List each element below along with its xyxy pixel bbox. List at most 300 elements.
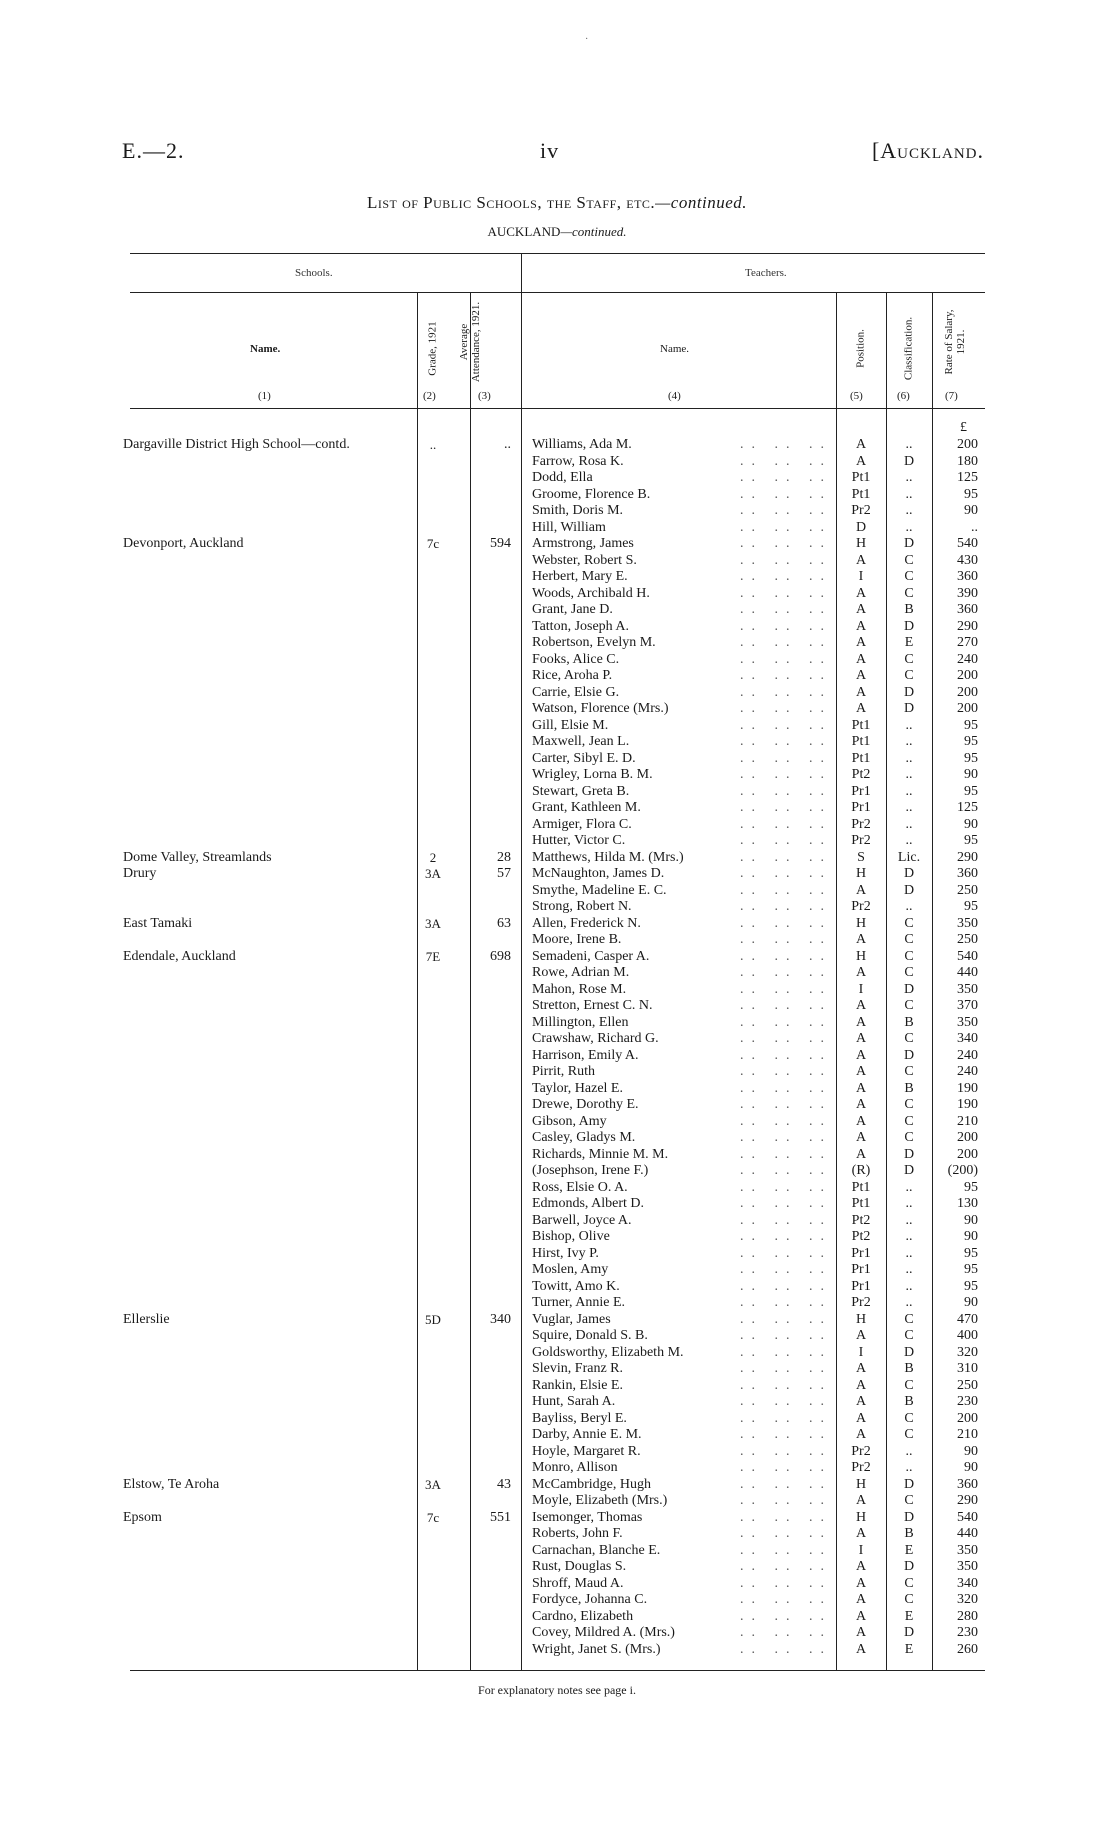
- salary-cell: 360: [957, 866, 978, 881]
- position-cell: D: [855, 519, 867, 535]
- position-cell: A: [855, 932, 867, 947]
- table-row: [0, 635, 1114, 652]
- position-cell: A: [855, 1097, 867, 1112]
- teacher-name: Mahon, Rose M.: [532, 981, 627, 997]
- position-cell: Pt1: [851, 717, 871, 733]
- position-cell: A: [855, 1113, 867, 1129]
- table-row: [0, 800, 1114, 817]
- leader-dots: .. .. ..: [740, 1245, 832, 1261]
- leader-dots: .. .. ..: [740, 1526, 832, 1541]
- classification-cell: ..: [905, 1460, 913, 1475]
- position-cell: H: [855, 1509, 867, 1525]
- leader-dots: .. .. ..: [740, 651, 832, 667]
- leader-dots: .. .. ..: [740, 998, 832, 1013]
- classification-cell: D: [903, 1146, 915, 1162]
- salary-cell: 190: [957, 1097, 978, 1112]
- table-row: [0, 1361, 1114, 1378]
- school-name-header: Name.: [250, 343, 281, 355]
- salary-cell: 360: [957, 1476, 978, 1492]
- leader-dots: .. .. ..: [740, 1377, 832, 1393]
- table-row: [0, 982, 1114, 999]
- table-row: [0, 701, 1114, 718]
- document-reference: E.—2.: [122, 138, 185, 163]
- salary-cell: 90: [964, 503, 978, 518]
- leader-dots: .. .. ..: [740, 585, 832, 601]
- position-cell: H: [855, 1476, 867, 1492]
- classification-cell: ..: [905, 734, 913, 749]
- position-cell: I: [858, 1344, 864, 1360]
- leader-dots: .. .. ..: [740, 899, 832, 914]
- classification-cell: ..: [905, 437, 913, 452]
- leader-dots: .. .. ..: [740, 1592, 832, 1607]
- school-name: Edendale, Auckland: [123, 948, 236, 964]
- attendance-cell: 28: [497, 849, 511, 865]
- leader-dots: .. .. ..: [740, 1427, 832, 1442]
- leader-dots: .. .. ..: [740, 1130, 832, 1145]
- teacher-name: Rice, Aroha P.: [532, 668, 613, 683]
- school-name: Dargaville District High School—contd.: [123, 437, 350, 452]
- position-cell: A: [855, 1064, 867, 1079]
- salary-cell: 540: [957, 536, 978, 551]
- table-row: [0, 536, 1114, 553]
- footnote: For explanatory notes see page i.: [478, 1683, 636, 1697]
- salary-cell: 280: [957, 1608, 978, 1624]
- salary-cell: 320: [957, 1592, 978, 1607]
- school-name: East Tamaki: [123, 915, 193, 931]
- table-row: [0, 767, 1114, 784]
- table-row: [0, 1180, 1114, 1197]
- position-cell: S: [857, 849, 865, 865]
- classification-cell: B: [904, 1394, 914, 1409]
- leader-dots: .. .. ..: [740, 684, 832, 700]
- classification-cell: ..: [905, 800, 913, 815]
- teacher-name: (Josephson, Irene F.): [532, 1163, 649, 1178]
- leader-dots: .. .. ..: [740, 1509, 832, 1525]
- classification-cell: C: [904, 569, 914, 584]
- leader-dots: .. .. ..: [740, 635, 832, 650]
- classification-cell: ..: [905, 1262, 913, 1277]
- position-cell: H: [855, 1311, 867, 1327]
- table-row: [0, 916, 1114, 933]
- leader-dots: .. .. ..: [740, 1295, 832, 1310]
- salary-cell: 90: [964, 1295, 978, 1310]
- table-row: [0, 652, 1114, 669]
- leader-dots: .. .. ..: [740, 1575, 832, 1591]
- classification-cell: ..: [905, 899, 913, 914]
- attendance-cell: ..: [504, 437, 511, 452]
- leader-dots: .. .. ..: [740, 519, 832, 535]
- leader-dots: .. .. ..: [740, 1097, 832, 1112]
- salary-cell: 95: [964, 1278, 978, 1294]
- list-title: [0, 193, 1114, 213]
- classification-cell: ..: [905, 1278, 913, 1294]
- salary-cell: 200: [957, 1410, 978, 1426]
- teacher-name: Shroff, Maud A.: [532, 1575, 624, 1591]
- salary-header: Rate of Salary, 1921.: [943, 309, 967, 375]
- table-row: [0, 1592, 1114, 1609]
- grade-cell: 5D: [425, 1311, 441, 1327]
- classification-cell: E: [904, 635, 914, 650]
- salary-cell: 95: [964, 717, 978, 733]
- leader-dots: .. .. ..: [740, 1344, 832, 1360]
- school-name: Elstow, Te Aroha: [123, 1476, 220, 1492]
- leader-dots: .. .. ..: [740, 1625, 832, 1640]
- leader-dots: .. .. ..: [740, 800, 832, 815]
- leader-dots: .. .. ..: [740, 1278, 832, 1294]
- table-row: [0, 586, 1114, 603]
- leader-dots: .. .. ..: [740, 1080, 832, 1096]
- table-row: [0, 1163, 1114, 1180]
- table-row: [0, 1625, 1114, 1642]
- table-row: [0, 1114, 1114, 1131]
- salary-cell: 95: [964, 486, 978, 502]
- position-cell: Pt1: [851, 486, 871, 502]
- classification-cell: D: [903, 536, 915, 551]
- position-cell: Pr2: [851, 1460, 871, 1475]
- teacher-name: Grant, Kathleen M.: [532, 800, 641, 815]
- teacher-name: Monro, Allison: [532, 1460, 618, 1475]
- position-cell: H: [855, 915, 867, 931]
- column-number-2: (2): [423, 390, 436, 402]
- teacher-name: Gibson, Amy: [532, 1113, 607, 1129]
- table-row: [0, 899, 1114, 916]
- table-row: [0, 1048, 1114, 1065]
- classification-cell: D: [903, 1047, 915, 1063]
- salary-cell: 440: [957, 965, 978, 980]
- region-title-text: AUCKLAND: [487, 224, 561, 239]
- classification-cell: D: [903, 1344, 915, 1360]
- attendance-cell: 63: [497, 915, 511, 931]
- classification-cell: C: [904, 1064, 914, 1079]
- classification-cell: B: [904, 602, 914, 617]
- teacher-name: Woods, Archibald H.: [532, 585, 650, 601]
- salary-cell: 360: [957, 569, 978, 584]
- position-cell: A: [855, 585, 867, 601]
- table-row: [0, 751, 1114, 768]
- salary-cell: 270: [957, 635, 978, 650]
- table-row: [0, 1378, 1114, 1395]
- attendance-cell: 340: [490, 1311, 511, 1327]
- position-cell: A: [855, 701, 867, 716]
- classification-cell: C: [904, 1031, 914, 1046]
- attendance-cell: 57: [497, 866, 511, 881]
- position-cell: A: [855, 1592, 867, 1607]
- salary-cell: 440: [957, 1526, 978, 1541]
- teacher-name: Moore, Irene B.: [532, 932, 622, 947]
- table-row: [0, 1510, 1114, 1527]
- classification-cell: D: [903, 1509, 915, 1525]
- table-row: [0, 569, 1114, 586]
- classification-cell: ..: [905, 717, 913, 733]
- classification-cell: ..: [905, 1443, 913, 1459]
- leader-dots: .. .. ..: [740, 816, 832, 832]
- table-row: [0, 965, 1114, 982]
- classification-cell: D: [903, 882, 915, 898]
- position-cell: A: [855, 552, 867, 568]
- classification-cell: D: [903, 618, 915, 634]
- salary-cell: 540: [957, 1509, 978, 1525]
- leader-dots: .. .. ..: [740, 1443, 832, 1459]
- table-row: [0, 520, 1114, 537]
- teacher-name: Drewe, Dorothy E.: [532, 1097, 639, 1112]
- leader-dots: .. .. ..: [740, 453, 832, 469]
- position-cell: A: [855, 1526, 867, 1541]
- salary-cell: 210: [957, 1113, 978, 1129]
- table-row: [0, 998, 1114, 1015]
- position-cell: Pr2: [851, 816, 871, 832]
- position-cell: Pt2: [851, 767, 871, 782]
- classification-cell: ..: [905, 1229, 913, 1244]
- position-cell: H: [855, 866, 867, 881]
- salary-cell: 430: [957, 552, 978, 568]
- position-cell: Pt1: [851, 1179, 871, 1195]
- teacher-name: Covey, Mildred A. (Mrs.): [532, 1625, 675, 1640]
- position-cell: Pt1: [851, 734, 871, 749]
- position-cell: A: [855, 1559, 867, 1574]
- table-row: [0, 685, 1114, 702]
- teacher-name: Hill, William: [532, 519, 606, 535]
- position-cell: Pt1: [851, 750, 871, 766]
- teacher-name: Smythe, Madeline E. C.: [532, 882, 667, 898]
- classification-cell: D: [903, 453, 915, 469]
- classification-cell: C: [904, 651, 914, 667]
- teacher-name: Harrison, Emily A.: [532, 1047, 639, 1063]
- classification-header: Classification.: [902, 316, 915, 381]
- salary-cell: ..: [971, 519, 978, 535]
- teacher-name: Slevin, Franz R.: [532, 1361, 623, 1376]
- position-cell: A: [855, 1377, 867, 1393]
- salary-cell: 90: [964, 1460, 978, 1475]
- grade-cell: 7E: [425, 948, 441, 964]
- classification-cell: C: [904, 552, 914, 568]
- school-name: Epsom: [123, 1509, 162, 1525]
- classification-cell: C: [904, 932, 914, 947]
- position-cell: H: [855, 948, 867, 964]
- position-cell: A: [855, 1493, 867, 1508]
- teacher-name: Wrigley, Lorna B. M.: [532, 767, 653, 782]
- teacher-name: Millington, Ellen: [532, 1014, 629, 1030]
- teacher-name: Armstrong, James: [532, 536, 634, 551]
- teacher-name: Bishop, Olive: [532, 1229, 610, 1244]
- leader-dots: .. .. ..: [740, 470, 832, 485]
- leader-dots: .. .. ..: [740, 1410, 832, 1426]
- position-cell: A: [855, 965, 867, 980]
- table-row: [0, 1559, 1114, 1576]
- table-row: [0, 1015, 1114, 1032]
- page-number: iv: [540, 138, 560, 163]
- leader-dots: .. .. ..: [740, 1014, 832, 1030]
- position-cell: A: [855, 1641, 867, 1657]
- position-cell: Pr1: [851, 800, 871, 815]
- position-cell: Pt2: [851, 1212, 871, 1228]
- salary-cell: 90: [964, 816, 978, 832]
- position-cell: A: [855, 998, 867, 1013]
- salary-cell: 95: [964, 1245, 978, 1261]
- position-header: Position.: [854, 329, 867, 368]
- classification-cell: D: [903, 981, 915, 997]
- table-row: [0, 1345, 1114, 1362]
- page-mark: ·: [585, 34, 589, 45]
- teacher-name: Towitt, Amo K.: [532, 1278, 620, 1294]
- position-cell: A: [855, 1575, 867, 1591]
- salary-cell: 240: [957, 1047, 978, 1063]
- classification-cell: D: [903, 1625, 915, 1640]
- teacher-name: Moslen, Amy: [532, 1262, 609, 1277]
- position-cell: Pt1: [851, 470, 871, 485]
- leader-dots: .. .. ..: [740, 915, 832, 931]
- table-row: [0, 470, 1114, 487]
- teacher-name: Webster, Robert S.: [532, 552, 637, 568]
- classification-cell: C: [904, 1130, 914, 1145]
- teacher-name: Fordyce, Johanna C.: [532, 1592, 648, 1607]
- teacher-name: Farrow, Rosa K.: [532, 453, 624, 469]
- table-row: [0, 1097, 1114, 1114]
- leader-dots: .. .. ..: [740, 1229, 832, 1244]
- position-cell: A: [855, 635, 867, 650]
- position-cell: Pr2: [851, 833, 871, 848]
- position-cell: A: [855, 1047, 867, 1063]
- teacher-name: Hoyle, Margaret R.: [532, 1443, 641, 1459]
- position-cell: Pr1: [851, 1278, 871, 1294]
- teacher-name: Taylor, Hazel E.: [532, 1080, 623, 1096]
- salary-cell: 95: [964, 899, 978, 914]
- classification-cell: B: [904, 1014, 914, 1030]
- leader-dots: .. .. ..: [740, 701, 832, 716]
- table-row: [0, 1130, 1114, 1147]
- position-cell: Pr2: [851, 503, 871, 518]
- position-cell: A: [855, 1625, 867, 1640]
- teacher-name: Smith, Doris M.: [532, 503, 624, 518]
- classification-cell: D: [903, 1559, 915, 1574]
- salary-cell: 95: [964, 1179, 978, 1195]
- leader-dots: .. .. ..: [740, 1394, 832, 1409]
- leader-dots: .. .. ..: [740, 503, 832, 518]
- region-title: [0, 224, 1114, 240]
- leader-dots: .. .. ..: [740, 1559, 832, 1574]
- teacher-name: Ross, Elsie O. A.: [532, 1179, 628, 1195]
- leader-dots: .. .. ..: [740, 734, 832, 749]
- teacher-name: Armiger, Flora C.: [532, 816, 632, 832]
- salary-cell: 540: [957, 948, 978, 964]
- classification-cell: C: [904, 998, 914, 1013]
- teacher-name: Allen, Frederick N.: [532, 915, 641, 931]
- teacher-name: Squire, Donald S. B.: [532, 1328, 648, 1343]
- teacher-name: Crawshaw, Richard G.: [532, 1031, 659, 1046]
- leader-dots: .. .. ..: [740, 981, 832, 997]
- salary-cell: 290: [957, 849, 978, 865]
- position-cell: A: [855, 437, 867, 452]
- attendance-header: Average Attendance, 1921.: [458, 301, 482, 383]
- table-row: [0, 1394, 1114, 1411]
- salary-cell: 350: [957, 1559, 978, 1574]
- classification-cell: C: [904, 965, 914, 980]
- leader-dots: .. .. ..: [740, 602, 832, 617]
- salary-cell: 240: [957, 1064, 978, 1079]
- teacher-name: Carter, Sibyl E. D.: [532, 750, 636, 766]
- classification-cell: ..: [905, 486, 913, 502]
- salary-cell: 200: [957, 684, 978, 700]
- classification-cell: ..: [905, 1212, 913, 1228]
- salary-cell: 290: [957, 618, 978, 634]
- teacher-name: McNaughton, James D.: [532, 866, 665, 881]
- salary-cell: 250: [957, 1377, 978, 1393]
- leader-dots: .. .. ..: [740, 1047, 832, 1063]
- teacher-name: Fooks, Alice C.: [532, 651, 620, 667]
- classification-cell: ..: [905, 1295, 913, 1310]
- salary-cell: 200: [957, 437, 978, 452]
- classification-cell: C: [904, 1377, 914, 1393]
- group-header-rule: [130, 292, 985, 293]
- teacher-name: Darby, Annie E. M.: [532, 1427, 642, 1442]
- teacher-name: Casley, Gladys M.: [532, 1130, 636, 1145]
- position-cell: Pr2: [851, 899, 871, 914]
- salary-cell: 350: [957, 1542, 978, 1558]
- teacher-name: Grant, Jane D.: [532, 602, 613, 617]
- table-row: [0, 1081, 1114, 1098]
- salary-cell: 350: [957, 915, 978, 931]
- classification-cell: E: [904, 1641, 914, 1657]
- salary-cell: 250: [957, 882, 978, 898]
- salary-cell: 340: [957, 1031, 978, 1046]
- table-row: [0, 1196, 1114, 1213]
- classification-cell: ..: [905, 1196, 913, 1211]
- salary-cell: 240: [957, 651, 978, 667]
- position-cell: I: [858, 1542, 864, 1558]
- position-cell: A: [855, 1080, 867, 1096]
- classification-cell: C: [904, 1592, 914, 1607]
- position-cell: Pr2: [851, 1443, 871, 1459]
- teacher-name: Wright, Janet S. (Mrs.): [532, 1641, 661, 1657]
- leader-dots: .. .. ..: [740, 569, 832, 584]
- table-row: [0, 1526, 1114, 1543]
- classification-cell: D: [903, 1476, 915, 1492]
- schools-group-header: Schools.: [295, 267, 333, 279]
- salary-cell: 90: [964, 1229, 978, 1244]
- classification-cell: Lic.: [897, 849, 921, 865]
- attendance-cell: 551: [490, 1509, 511, 1525]
- salary-cell: 95: [964, 1262, 978, 1277]
- table-row: [0, 817, 1114, 834]
- salary-cell: 350: [957, 1014, 978, 1030]
- salary-cell: 290: [957, 1493, 978, 1508]
- teacher-name: Vuglar, James: [532, 1311, 611, 1327]
- salary-cell: 95: [964, 734, 978, 749]
- position-cell: A: [855, 1328, 867, 1343]
- leader-dots: .. .. ..: [740, 437, 832, 452]
- column-number-3: (3): [478, 390, 491, 402]
- teacher-name: Tatton, Joseph A.: [532, 618, 630, 634]
- table-row: [0, 833, 1114, 850]
- classification-cell: ..: [905, 1245, 913, 1261]
- leader-dots: .. .. ..: [740, 965, 832, 980]
- grade-cell: ..: [429, 437, 437, 452]
- position-cell: A: [855, 1031, 867, 1046]
- leader-dots: .. .. ..: [740, 1493, 832, 1508]
- column-number-7: (7): [945, 390, 958, 402]
- salary-cell: 200: [957, 1146, 978, 1162]
- salary-cell: 370: [957, 998, 978, 1013]
- classification-cell: ..: [905, 783, 913, 799]
- salary-cell: 90: [964, 1212, 978, 1228]
- classification-cell: ..: [905, 833, 913, 848]
- table-row: [0, 932, 1114, 949]
- table-bottom-rule: [130, 1670, 985, 1671]
- teacher-name: Dodd, Ella: [532, 470, 593, 485]
- teacher-name: McCambridge, Hugh: [532, 1476, 651, 1492]
- table-row: [0, 487, 1114, 504]
- classification-cell: C: [904, 668, 914, 683]
- list-title-suffix: —continued.: [655, 193, 748, 212]
